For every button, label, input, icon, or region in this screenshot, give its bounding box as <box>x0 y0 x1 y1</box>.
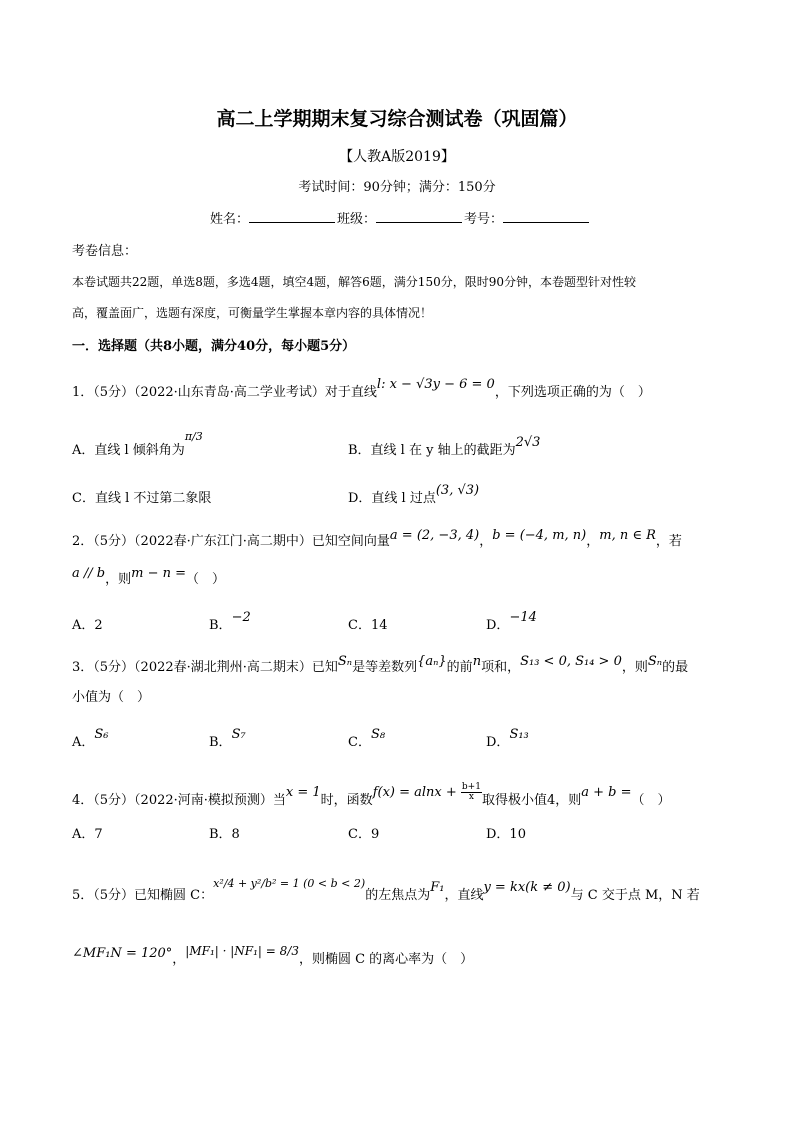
edition-label: 【人教A版2019】 <box>339 149 455 165</box>
info-line-2: 高，覆盖面广，选题有深度，可衡量学生掌握本章内容的具体情况！ <box>72 306 433 320</box>
q3-a-text: A． <box>72 735 95 750</box>
q2-stem-text: 2．（5分）（2022春·广东江门·高二期中）已知空间向量 <box>72 534 390 549</box>
q3-m1: Sₙ <box>337 654 353 669</box>
q4-m3: a + b = <box>581 785 632 800</box>
q2-vector-a: a = (2, −3, 4) <box>389 528 480 543</box>
q3-m5: Sₙ <box>647 654 663 669</box>
q3-option-c[interactable] <box>348 727 386 750</box>
info-heading: 考卷信息： <box>72 244 138 259</box>
q2-option-c[interactable]: C．14 <box>348 618 388 633</box>
q5-ellipse-eq: x²/4 + y²/b² = 1 (0 < b < 2) <box>213 877 366 890</box>
question-1-stem <box>72 377 651 400</box>
q2-option-d[interactable] <box>486 610 537 633</box>
q5-t3: 与 C 交于点 M，N 若 <box>570 888 700 903</box>
q5-product: |MF₁| · |NF₁| = 8/3 <box>185 944 299 958</box>
q4-tail: （ ） <box>631 793 671 808</box>
info-line-1: 本卷试题共22题，单选8题，多选4题，填空4题，解答6题，满分150分，限时90分钟，本卷题型针对性较 <box>72 275 636 289</box>
q3-stem-text: 3．（5分）（2022春·湖北荆州·高二期末）已知 <box>72 660 338 675</box>
q3-t4: ，则 <box>621 660 648 675</box>
q4-m2: f(x) = alnx + <box>372 785 461 800</box>
q4-t2: 取得极小值4，则 <box>481 793 582 808</box>
q3-option-a[interactable] <box>72 727 109 750</box>
q3-m4: S₁₃ < 0, S₁₄ > 0 <box>520 654 622 669</box>
question-2-line2 <box>72 568 225 587</box>
q2-option-b[interactable] <box>209 610 251 633</box>
q1-stem-text: 1．（5分）（2022·山东青岛·高二学业考试）对于直线 <box>72 385 377 400</box>
id-blank[interactable] <box>503 210 589 223</box>
question-4-stem <box>72 782 671 810</box>
q3-t2: 的前 <box>446 660 473 675</box>
q2-sep2: ， <box>586 534 600 549</box>
q1-b-math: 2√3 <box>515 435 541 450</box>
exam-time-score: 考试时间：90分钟；满分：150分 <box>298 180 496 195</box>
question-3-line2: 小值为（ ） <box>72 690 151 705</box>
question-3-stem <box>72 656 688 675</box>
q1-option-d[interactable] <box>348 483 480 506</box>
q3-option-d[interactable] <box>486 727 529 750</box>
section-heading: 一．选择题（共8小题，满分40分，每小题5分） <box>72 339 356 354</box>
q1-d-math: (3, √3) <box>435 483 480 498</box>
q5-comma: ， <box>172 952 186 967</box>
q3-d-math: S₁₃ <box>509 727 529 742</box>
q2-mn-real: m, n ∈ R <box>599 528 656 543</box>
name-blank[interactable] <box>249 210 335 223</box>
student-info-row <box>210 208 591 227</box>
q3-c-math: S₈ <box>370 727 386 742</box>
q4-option-a[interactable]: A．7 <box>72 827 103 842</box>
q4-option-b[interactable]: B．8 <box>209 827 240 842</box>
q5-focus: F₁ <box>430 880 445 895</box>
q3-m2: {aₙ} <box>417 654 447 669</box>
page-title: 高二上学期期末复习综合测试卷（巩固篇） <box>216 108 578 130</box>
q5-angle: ∠MF₁N = 120° <box>72 946 173 961</box>
q1-tail: ，下列选项正确的为（ ） <box>494 385 651 400</box>
q1-equation: l: x − √3y − 6 = 0 <box>376 377 495 392</box>
q4-fraction <box>461 783 482 802</box>
q2-option-a[interactable]: A．2 <box>72 618 103 633</box>
q2-m-minus-n: m − n = <box>131 566 187 581</box>
q2-then: ，则 <box>105 572 132 587</box>
q2-d-math: −14 <box>509 610 537 625</box>
q3-d-text: D． <box>486 735 510 750</box>
q4-m1: x = 1 <box>285 785 321 800</box>
q1-option-b[interactable] <box>348 435 541 458</box>
q3-b-math: S₇ <box>231 727 246 742</box>
q3-t3: 项和， <box>481 660 521 675</box>
q1-b-text: B．直线 l 在 y 轴上的截距为 <box>348 443 516 458</box>
q4-frac-den: x <box>468 792 474 802</box>
q5-t1: 的左焦点为 <box>365 888 431 903</box>
q2-paren: （ ） <box>186 572 226 587</box>
q2-sep: ， <box>479 534 493 549</box>
q3-m3: n <box>472 654 482 669</box>
q3-t1: 是等差数列 <box>352 660 418 675</box>
q1-d-text: D．直线 l 过点 <box>348 491 436 506</box>
q4-frac-num: b+1 <box>461 782 481 792</box>
q4-t1: 时，函数 <box>320 793 373 808</box>
id-label: 考号： <box>464 212 504 227</box>
question-2-stem <box>72 530 682 549</box>
q2-vector-b: b = (−4, m, n) <box>492 528 587 543</box>
name-label: 姓名： <box>210 212 250 227</box>
q5-t4: ，则椭圆 C 的离心率为（ ） <box>298 952 474 967</box>
q2-b-math: −2 <box>231 610 251 625</box>
q1-a-text: A．直线 l 倾斜角为 <box>72 443 185 458</box>
q2-parallel: a // b <box>72 566 106 581</box>
q2-d-text: D． <box>486 618 510 633</box>
q4-option-c[interactable]: C．9 <box>348 827 380 842</box>
q3-option-b[interactable] <box>209 727 246 750</box>
q3-t5: 的最 <box>662 660 689 675</box>
class-blank[interactable] <box>376 210 462 223</box>
class-label: 班级： <box>337 212 377 227</box>
q5-stem-text: 5．（5分）已知椭圆 C： <box>72 888 214 903</box>
q4-option-d[interactable]: D．10 <box>486 827 526 842</box>
q1-option-c[interactable]: C．直线 l 不过第二象限 <box>72 491 212 506</box>
q5-line-eq: y = kx(k ≠ 0) <box>483 880 571 895</box>
q1-a-math: π/3 <box>184 430 203 443</box>
q3-b-text: B． <box>209 735 232 750</box>
q3-a-math: S₆ <box>94 727 109 742</box>
q5-t2: ，直线 <box>444 888 484 903</box>
q2-b-text: B． <box>209 618 232 633</box>
q4-stem-text: 4．（5分）（2022·河南·模拟预测）当 <box>72 793 286 808</box>
question-5-line2 <box>72 944 474 967</box>
question-5-stem <box>72 877 700 903</box>
q3-c-text: C． <box>348 735 371 750</box>
q2-tail: ，若 <box>655 534 682 549</box>
